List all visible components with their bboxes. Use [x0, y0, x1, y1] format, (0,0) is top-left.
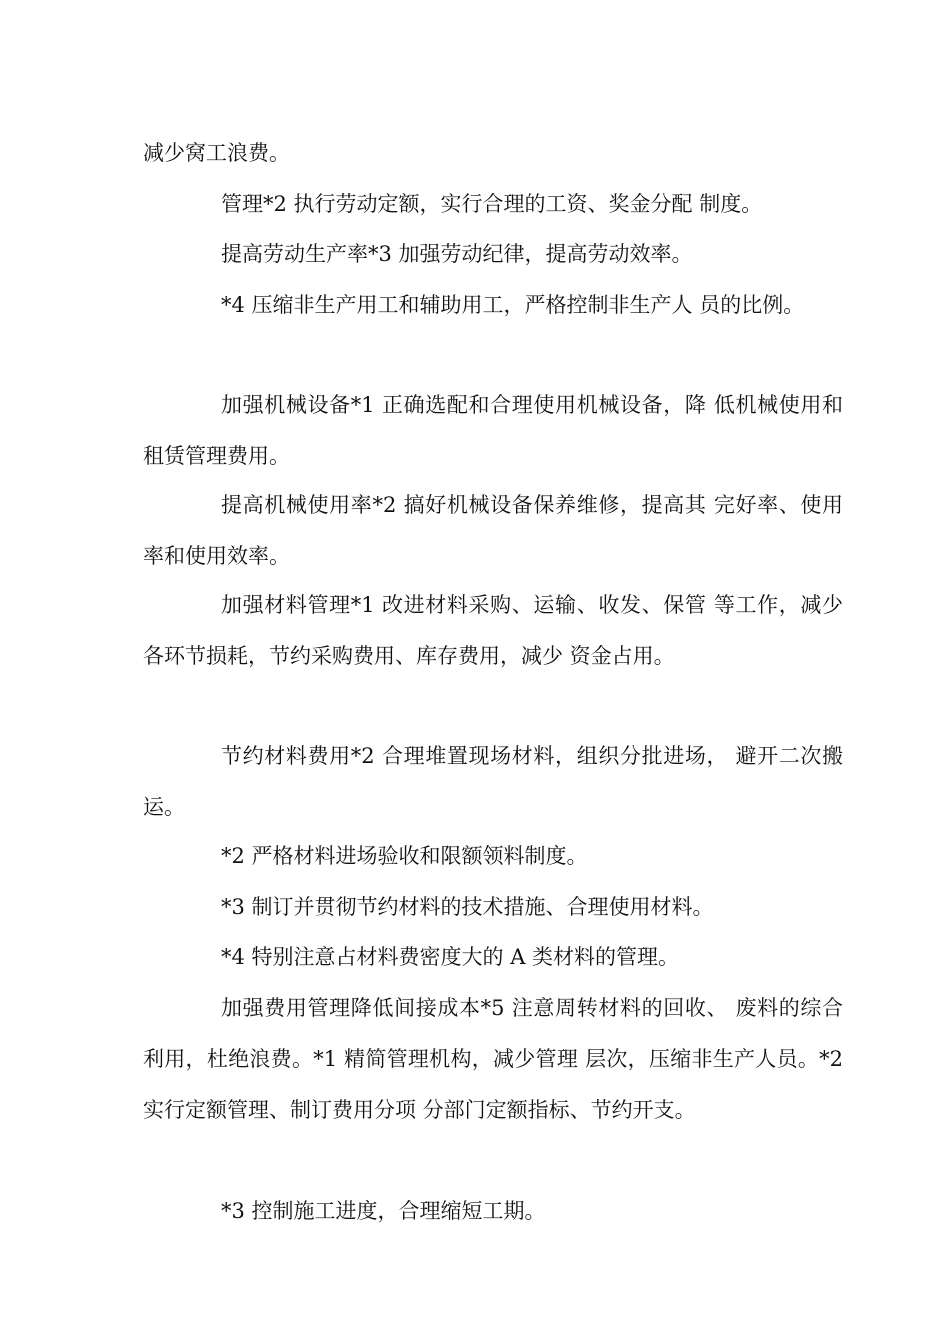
paragraph-3: 提高劳动生产率*3 加强劳动纪律，提高劳动效率。	[221, 242, 693, 266]
paragraph-9: *2 严格材料进场验收和限额领料制度。	[221, 844, 588, 868]
paragraph-2: 管理*2 执行劳动定额，实行合理的工资、奖金分配 制度。	[221, 192, 763, 216]
paragraph-6: 提高机械使用率*2 搞好机械设备保养维修，提高其 完好率、使用率和使用效率。	[143, 493, 843, 568]
paragraph-8: 节约材料费用*2 合理堆置现场材料，组织分批进场， 避开二次搬运。	[143, 744, 843, 819]
paragraph-11: *4 特别注意占材料费密度大的 A 类材料的管理。	[221, 945, 680, 969]
paragraph-4: *4 压缩非生产用工和辅助用工，严格控制非生产人 员的比例。	[221, 293, 805, 317]
paragraph-13: *3 控制施工进度，合理缩短工期。	[221, 1199, 546, 1223]
paragraph-12: 加强费用管理降低间接成本*5 注意周转材料的回收、 废料的综合利用，杜绝浪费。*1 精简管理机构，减少管理 层次，压缩非生产人员。*2 实行定额管理、制订费用分项 分部门定额指标、节约开支。	[143, 996, 843, 1122]
paragraph-7: 加强材料管理*1 改进材料采购、运输、收发、保管 等工作，减少各环节损耗，节约采购费用、库存费用，减少 资金占用。	[143, 593, 843, 668]
paragraph-10: *3 制订并贯彻节约材料的技术措施、合理使用材料。	[221, 895, 714, 919]
paragraph-5: 加强机械设备*1 正确选配和合理使用机械设备，降 低机械使用和租赁管理费用。	[143, 393, 843, 468]
paragraph-1: 减少窝工浪费。	[143, 141, 290, 165]
